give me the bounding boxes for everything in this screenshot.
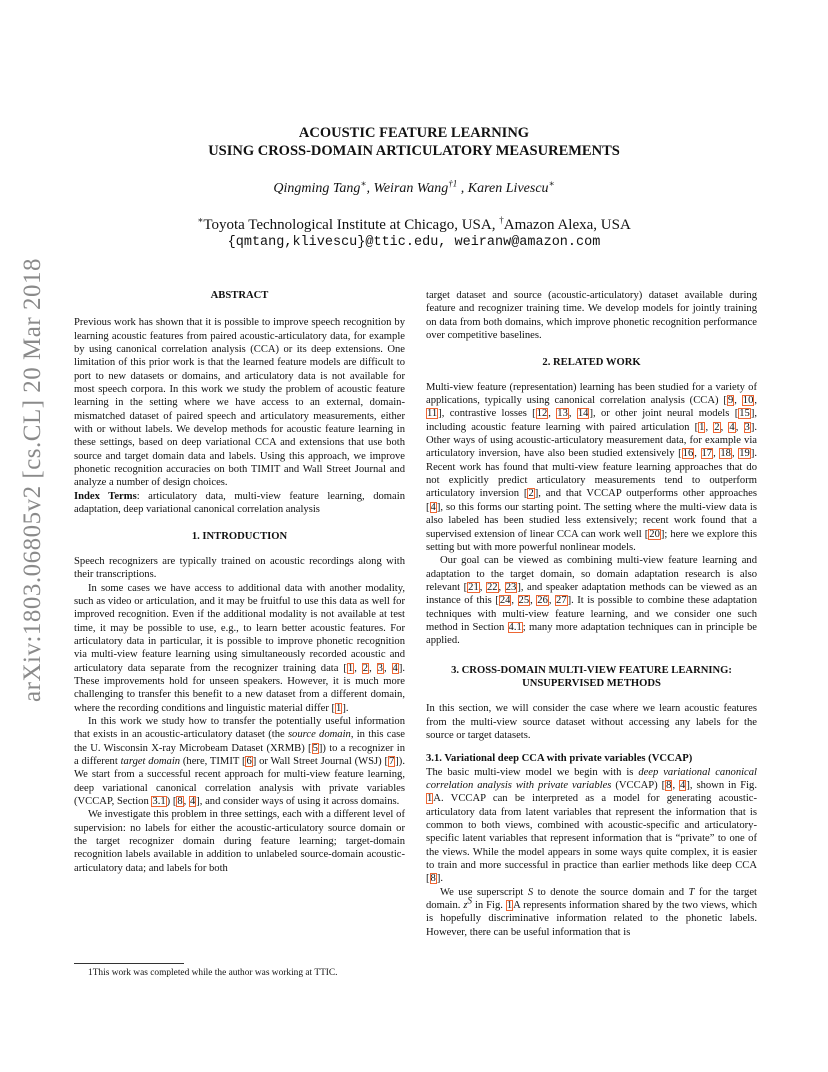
author-1: Qingming Tang bbox=[273, 181, 361, 196]
citation-link[interactable]: 12 bbox=[536, 408, 548, 420]
citation-link[interactable]: 27 bbox=[556, 595, 567, 607]
paper-title bbox=[0, 124, 828, 160]
text-run: In some cases we have access to additional data with another modality, such as video or articulation, and it may be fruitful to use this data as well for improved recognition. Even if the additional modality is not available at test time, it may be possible to use, e.g., to learn better acoustic features. For articulatory data in particular, it is possible to improve phonetic recognition via multi-view feature learning using simultaneously recorded acoustic and articulatory data separate from the recognizer training data [ bbox=[74, 582, 405, 674]
affil-text-1: Toyota Technological Institute at Chicago, USA, bbox=[203, 217, 500, 233]
citation-link[interactable]: 8 bbox=[177, 796, 183, 808]
author-sep: , bbox=[457, 181, 468, 196]
author-1-mark: ∗ bbox=[360, 178, 367, 189]
text-run: ], and that VCCAP outperforms other approaches [ bbox=[426, 488, 757, 513]
text-run: ]. bbox=[436, 873, 444, 885]
text-run: ], contrastive losses [ bbox=[438, 408, 536, 420]
text-run: We use superscript bbox=[440, 886, 528, 898]
citation-link[interactable]: 2 bbox=[528, 488, 534, 500]
text-run: target domain bbox=[120, 756, 181, 767]
citation-link[interactable]: 7 bbox=[388, 756, 395, 767]
text-run: (VCCAP) [ bbox=[611, 780, 666, 791]
text-run: ]) to a recognizer in a different bbox=[74, 742, 406, 767]
citation-link[interactable]: 18 bbox=[720, 448, 731, 460]
citation-link[interactable]: 4 bbox=[680, 780, 686, 791]
citation-link[interactable]: 4 bbox=[392, 662, 398, 674]
section-3-heading bbox=[426, 664, 757, 691]
citation-link[interactable]: 24 bbox=[499, 595, 511, 607]
intro-paragraph-3: In this work we study how to transfer the potentially useful information that exists in an acoustic-articulatory dataset (the source domain, in this case the U. Wisconsin X-ray Microbeam Dataset (XRMB) [5]) to a recognizer in a different target domain (here, TIMIT [6] or Wall Street Journal (WSJ) [7]). We start from a successful recent approach for multi-view feature learning, deep variational canonical correlation analysis with private variables (VCCAP, Section 3.1) [8, 4], and consider ways of using it across domains. bbox=[74, 715, 406, 808]
left-column bbox=[74, 289, 405, 875]
text-run: ]. Other ways of using acoustic-articulatory measurement data, for example via articulatory inversion, have also been studied extensively [ bbox=[426, 421, 758, 460]
citation-link[interactable]: 14 bbox=[577, 408, 589, 420]
arxiv-sidebar-stamp[interactable] bbox=[18, 258, 48, 702]
text-run: ]. Recent work has found that multi-view feature learning approaches that do not explicitly predict articulatory measurements tend to outperform articulatory inversion [ bbox=[426, 448, 757, 500]
section-link[interactable]: 4.1 bbox=[508, 621, 522, 633]
text-run: ], or other joint neural models [ bbox=[589, 408, 739, 420]
affil-text-2: Amazon Alexa, USA bbox=[503, 217, 631, 233]
text-run: ; many more adaptation techniques can in principle be applied. bbox=[426, 621, 757, 647]
citation-link[interactable]: 22 bbox=[486, 581, 498, 593]
abstract-heading: ABSTRACT bbox=[210, 290, 269, 301]
author-2: Weiran Wang bbox=[373, 181, 449, 196]
section-3-paragraph-1: In this section, we will consider the case where we learn acoustic features from the multi-view source dataset without accessing any labels for the source or target datasets. bbox=[426, 703, 757, 741]
math-symbol: z bbox=[463, 900, 468, 912]
text-run: A. VCCAP can be interpreted as a model for generating acoustic-articulatory data from latent variables that represent the information that is common to both views, combined with acoustic-specific and articulatory-specific latent variables that represent information that is “private” to one of the views. While the model appears in some ways quite complex, it is easier to train and more successful in practice than earlier methods like deep CCA [ bbox=[426, 793, 757, 885]
footnote-rule bbox=[74, 963, 184, 964]
section-3-1-paragraph-2 bbox=[426, 886, 757, 939]
citation-link[interactable]: 23 bbox=[505, 581, 517, 593]
author-emails[interactable]: {qmtang,klivescu}@ttic.edu, weiranw@amazon.com bbox=[227, 235, 601, 250]
author-list bbox=[0, 178, 828, 197]
math-superscript: S bbox=[467, 895, 472, 906]
intro-heading: 1. INTRODUCTION bbox=[191, 530, 288, 542]
math-symbol: T bbox=[688, 886, 695, 898]
citation-link[interactable]: 19 bbox=[739, 448, 750, 460]
section-3-heading-line-2: UNSUPERVISED METHODS bbox=[522, 677, 661, 689]
text-run: ], and consider ways of using it across domains. bbox=[196, 796, 400, 808]
citation-link[interactable]: 4 bbox=[729, 421, 735, 433]
index-terms bbox=[74, 490, 405, 517]
text-run: ]. bbox=[342, 702, 349, 714]
citation-link[interactable]: 1 bbox=[699, 421, 705, 433]
intro-paragraph-4: We investigate this problem in three settings, each with a different level of supervision: no labels for either the acoustic-articulatory source domain or the target recognizer domain during feature learning; target-domain recognition labels available in addition to unlabeled source-domain acoustic-articulatory data; and labels for both bbox=[74, 809, 405, 874]
subsection-3-1-heading: 3.1. Variational deep CCA with private variables (VCCAP) bbox=[426, 753, 693, 765]
affiliations bbox=[0, 217, 828, 234]
math-symbol: S bbox=[527, 886, 534, 898]
text-run: ) [ bbox=[166, 796, 177, 808]
citation-link[interactable]: 3 bbox=[377, 662, 383, 674]
figure-link[interactable]: 1 bbox=[427, 793, 433, 805]
author-sep: , bbox=[366, 181, 374, 196]
citation-link[interactable]: 1 bbox=[347, 662, 354, 674]
text-run: source domain bbox=[287, 729, 351, 741]
title-line-2: USING CROSS-DOMAIN ARTICULATORY MEASUREMENTS bbox=[208, 143, 620, 159]
intro-paragraph-4-cont: target dataset and source (acoustic-articulatory) dataset available during feature and recognizer training time. We develop models for jointly training on data from both domains, which improve phonetic recognition performance over competitive baselines. bbox=[426, 290, 757, 342]
arxiv-id[interactable]: arXiv:1803.06805v2 [cs.CL] 20 Mar 2018 bbox=[19, 258, 46, 702]
citation-link[interactable]: 4 bbox=[189, 796, 196, 808]
text-run: ]. It is possible to combine these adaptation techniques with multi-view feature learning, and we consider one such method in Section bbox=[426, 595, 758, 633]
affil-mark-1: ∗ bbox=[197, 215, 204, 225]
citation-link[interactable]: 3 bbox=[744, 421, 750, 433]
citation-link[interactable]: 2 bbox=[362, 662, 369, 674]
text-run: ], including acoustic feature learning with paired articulation [ bbox=[426, 408, 758, 433]
citation-link[interactable]: 16 bbox=[682, 448, 694, 460]
citation-link[interactable]: 9 bbox=[727, 395, 734, 407]
citation-link[interactable]: 11 bbox=[427, 408, 438, 420]
index-terms-text: : articulatory data, multi-view feature learning, domain adaptation, deep variational canonical correlation analysis bbox=[74, 490, 405, 516]
abstract-body: Previous work has shown that it is possible to improve speech recognition by learning acoustic features from paired acoustic-articulatory data, for example by using canonical correlation analysis (CCA) or its deep extensions. One limitation of this prior work is that the learned feature models are difficult to port to new datasets or domains, and articulatory data is not available for most speech corpora. In this work we study the problem of acoustic feature learning in the setting where we have access to an external, domain-mismatched dataset of paired speech and articulatory measurements, either with or without labels. We develop methods for acoustic feature learning in these settings, based on deep variational CCA and extensions that use both source and target domain data and labels. Using this approach, we improve phonetic recognition accuracies on both TIMIT and Wall Street Journal and analyze a number of design choices. bbox=[74, 317, 405, 489]
text-run: ], so this forms our starting point. The setting where the multi-view data is also labeled has been studied less extensively; recent work found that a supervised extension of linear CCA can work well [ bbox=[426, 501, 757, 540]
affil-mark-2: † bbox=[499, 215, 504, 225]
index-terms-label: Index Terms bbox=[74, 490, 137, 502]
citation-link[interactable]: 10 bbox=[742, 395, 754, 407]
citation-link[interactable]: 26 bbox=[537, 595, 548, 607]
text-run: Multi-view feature (representation) learning has been studied for a variety of applications, typically using canonical correlation analysis (CCA) [ bbox=[426, 381, 757, 407]
citation-link[interactable]: 1 bbox=[336, 702, 342, 714]
text-run: Our goal can be viewed as combining multi-view feature learning and adaptation to the target domain, so domain adaptation research is also relevant [ bbox=[426, 555, 757, 593]
text-run: A represents information shared by the two views, which is hopefully discriminative information related to the phonetic labels. However, there can be useful information that is bbox=[426, 900, 758, 938]
text-run: , in this case the U. Wisconsin X-ray Microbeam Dataset (XRMB) [ bbox=[74, 729, 405, 754]
citation-link[interactable]: 4 bbox=[430, 501, 436, 513]
text-run: ], and speaker adaptation methods can be viewed as an instance of this [ bbox=[426, 581, 758, 607]
citation-link[interactable]: 25 bbox=[518, 595, 530, 607]
footnote: 1This work was completed while the author was working at TTIC. bbox=[88, 968, 338, 978]
text-run: The basic multi-view model we begin with is bbox=[426, 766, 639, 778]
section-link[interactable]: 3.1 bbox=[152, 796, 166, 808]
text-run: ]; here we explore this setting but with more powerful nonlinear models. bbox=[426, 528, 757, 553]
figure-link[interactable]: 1 bbox=[506, 900, 513, 912]
text-run: to denote the source domain and bbox=[533, 886, 689, 898]
author-3-mark: ∗ bbox=[548, 178, 555, 189]
section-3-1-paragraph-1: The basic multi-view model we begin with is deep variational canonical correlation analysis with private variables (VCCAP) [8, 4], shown in Fig. 1A. VCCAP can be interpreted as a model for generating acoustic-articulatory data from latent variables that represent the information that is common to both views, combined with acoustic-specific and articulatory-specific latent variables that represent information that is “private” to one of the views. While the model appears in some ways quite complex, it is easier to train and more successful in practice than earlier methods like deep CCA [8]. bbox=[426, 766, 757, 885]
citation-link[interactable]: 15 bbox=[739, 408, 750, 420]
title-line-1: ACOUSTIC FEATURE LEARNING bbox=[298, 125, 530, 141]
text-run: for the target domain. bbox=[426, 886, 758, 912]
author-2-mark: †1 bbox=[448, 178, 458, 189]
citation-link[interactable]: 5 bbox=[312, 742, 318, 754]
citation-link[interactable]: 2 bbox=[714, 421, 720, 433]
text-run: In this work we study how to transfer the potentially useful information that exists in an acoustic-articulatory dataset (the bbox=[74, 715, 405, 741]
text-run: in Fig. bbox=[472, 900, 506, 912]
text-run: ]. These improvements hold for unseen speakers. However, it is much more challenging to transfer this benefit to a new dataset from a different domain, where the recording conditions and linguistic material differ [ bbox=[74, 662, 406, 714]
citation-link[interactable]: 20 bbox=[649, 528, 660, 540]
related-paragraph-2: Our goal can be viewed as combining multi-view feature learning and adaptation to the target domain, so domain adaptation research is also relevant [21, 22, 23], and speaker adaptation methods can be viewed as an instance of this [24, 25, 26, 27]. It is possible to combine these adaptation techniques with multi-view feature learning, and we consider one such method in Section 4.1; many more adaptation techniques can in principle be applied. bbox=[426, 555, 758, 647]
citation-link[interactable]: 17 bbox=[701, 448, 713, 460]
text-run: deep variational canonical correlation analysis with private variables bbox=[426, 766, 757, 791]
citation-link[interactable]: 21 bbox=[468, 581, 479, 593]
text-run: ]). We start from a successful recent approach for multi-view feature learning, deep variational canonical correlation analysis with private variables (VCCAP, Section bbox=[74, 756, 405, 808]
related-paragraph-1: Multi-view feature (representation) learning has been studied for a variety of applications, typically using canonical correlation analysis (CCA) [9, 10, 11], contrastive losses [12, 13, 14], or other joint neural models [15], including acoustic feature learning with paired articulation [1, 2, 4, 3]. Other ways of using acoustic-articulatory measurement data, for example via articulatory inversion, have also been studied extensively [16, 17, 18, 19]. Recent work has found that multi-view feature learning approaches that do not explicitly predict articulatory measurements tend to outperform articulatory inversion [2], and that VCCAP outperforms other approaches [4], so this forms our starting point. The setting where the multi-view data is also labeled has been studied less extensively; recent work found that a supervised extension of linear CCA can work well [20]; here we explore this setting but with more powerful nonlinear models. bbox=[426, 381, 758, 553]
citation-link[interactable]: 6 bbox=[246, 756, 252, 767]
citation-link[interactable]: 8 bbox=[666, 780, 672, 791]
text-run: (here, TIMIT [ bbox=[180, 756, 246, 767]
right-column bbox=[426, 289, 757, 939]
author-3: Karen Livescu bbox=[467, 181, 549, 196]
text-run: ] or Wall Street Journal (WSJ) [ bbox=[252, 756, 388, 767]
citation-link[interactable]: 13 bbox=[557, 408, 568, 420]
intro-paragraph-1: Speech recognizers are typically trained on acoustic recordings along with their transcriptions. bbox=[74, 555, 405, 581]
citation-link[interactable]: 8 bbox=[430, 873, 436, 885]
section-3-heading-line-1: 3. CROSS-DOMAIN MULTI-VIEW FEATURE LEARNING: bbox=[451, 664, 732, 676]
intro-paragraph-2: In some cases we have access to additional data with another modality, such as video or articulation, and it may be fruitful to use this data as well for improved recognition. Even if the additional modality is not available at test time, it may be possible to use, e.g., to learn better acoustic features. For articulatory data in particular, it is possible to improve phonetic recognition via multi-view feature learning using simultaneously recorded acoustic and articulatory data separate from the recognizer training data [1, 2, 3, 4]. These improvements hold for unseen speakers. However, it is much more challenging to transfer this benefit to a new dataset from a different domain, where the recording conditions and linguistic material differ [1]. bbox=[74, 582, 406, 714]
text-run: ], shown in Fig. bbox=[686, 780, 757, 791]
related-work-heading: 2. RELATED WORK bbox=[542, 357, 641, 369]
